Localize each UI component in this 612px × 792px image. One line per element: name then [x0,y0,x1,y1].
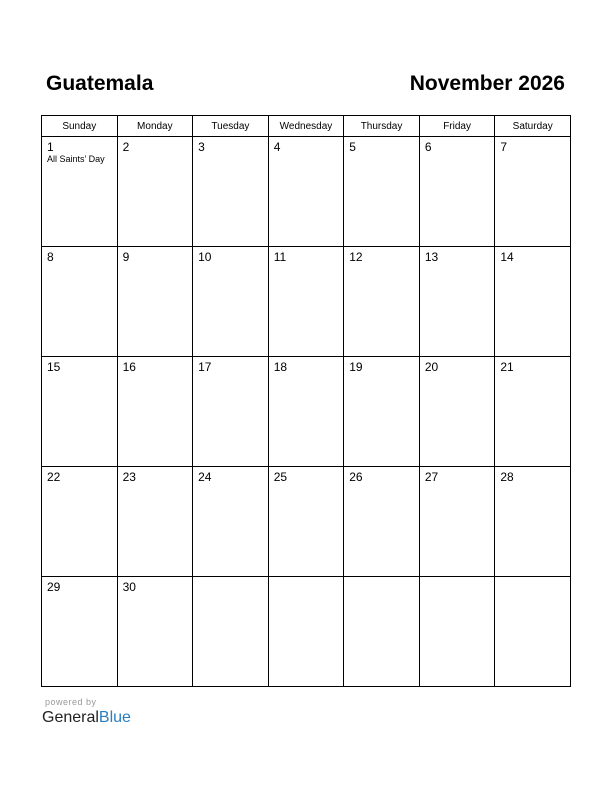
day-number: 20 [424,360,439,374]
day-cell [42,357,118,467]
day-number: 25 [273,470,288,484]
weekday-header: Wednesday [268,116,344,137]
day-cell [268,357,344,467]
day-number: 28 [500,470,514,484]
week-row [42,357,571,467]
day-number: 22 [47,470,61,484]
day-cell [193,467,269,577]
generalblue-logo[interactable] [42,708,131,728]
day-number: 6 [424,140,432,154]
day-number: 2 [122,140,130,154]
day-cell [344,467,420,577]
day-number: 23 [122,470,136,484]
day-cell [42,577,118,687]
day-number [269,577,344,580]
day-number: 21 [500,360,514,374]
weekday-header: Thursday [344,116,420,137]
day-cell [117,577,193,687]
week-row [42,467,571,577]
weekday-header: Monday [117,116,193,137]
day-cell [117,247,193,357]
day-cell-empty [193,577,269,687]
day-number: 5 [349,140,356,154]
day-cell [344,137,420,247]
day-number [344,577,419,580]
month-year-title: November 2026 [409,72,565,95]
day-number: 12 [349,250,363,264]
day-number: 27 [424,470,439,484]
day-cell-empty [419,577,495,687]
day-number [495,577,570,580]
day-cell [495,137,571,247]
calendar-grid [41,115,571,687]
day-number: 4 [273,140,281,154]
day-cell [495,467,571,577]
day-cell [42,137,118,247]
day-number: 14 [500,250,514,264]
day-cell-empty [268,577,344,687]
day-number [193,577,268,580]
day-number: 7 [500,140,508,154]
day-cell [495,247,571,357]
day-number: 8 [47,250,54,264]
day-number: 29 [47,580,61,594]
day-number [420,577,495,580]
day-cell [419,357,495,467]
day-number: 13 [424,250,439,264]
day-number: 17 [198,360,212,374]
day-number: 10 [198,250,212,264]
country-title: Guatemala [46,72,154,95]
day-number: 26 [349,470,363,484]
weekday-header: Sunday [42,116,118,137]
day-number: 19 [349,360,363,374]
day-number: 9 [122,250,130,264]
weekday-header: Friday [419,116,495,137]
brand-blue-text: Blue [98,709,131,726]
day-cell [344,357,420,467]
day-cell [42,247,118,357]
day-number: 18 [273,360,288,374]
day-number: 30 [122,580,136,594]
day-cell [344,247,420,357]
day-cell [495,357,571,467]
day-cell [117,357,193,467]
day-cell [117,467,193,577]
day-cell [419,137,495,247]
day-cell [419,247,495,357]
day-number: 24 [198,470,212,484]
day-cell [419,467,495,577]
week-row [42,247,571,357]
day-cell [193,137,269,247]
day-cell [193,357,269,467]
week-row [42,137,571,247]
day-cell [193,247,269,357]
day-number: 1 [47,140,54,154]
weekday-header: Tuesday [193,116,269,137]
weekday-header-row [42,116,571,137]
day-cell [42,467,118,577]
brand-general-text: General [42,709,99,726]
day-number: 16 [122,360,136,374]
day-cell-empty [344,577,420,687]
week-row [42,577,571,687]
day-cell [117,137,193,247]
day-number: 3 [198,140,205,154]
powered-by-label: powered by [45,697,97,707]
day-number: 15 [47,360,61,374]
day-number: 11 [273,250,287,264]
day-cell [268,137,344,247]
day-cell-empty [495,577,571,687]
day-cell [268,467,344,577]
holiday-label: All Saints’ Day [47,154,105,164]
day-cell [268,247,344,357]
weekday-header: Saturday [495,116,571,137]
